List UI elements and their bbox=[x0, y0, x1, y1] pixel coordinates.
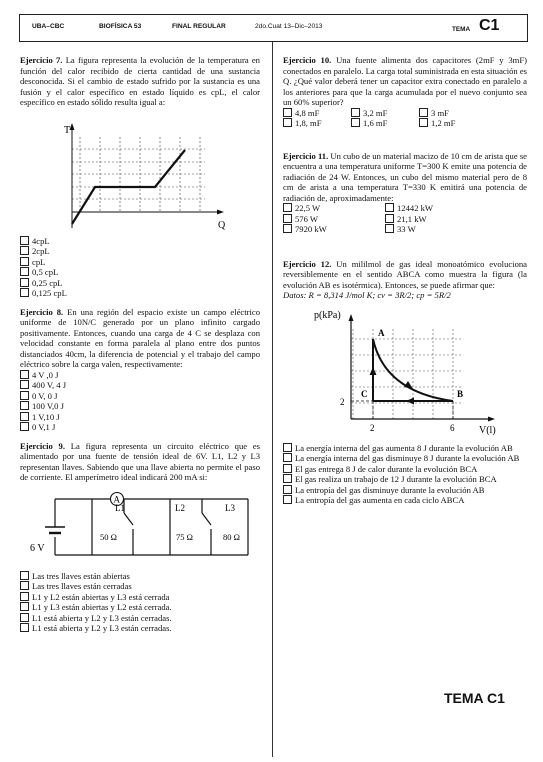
ammeter-label: A bbox=[113, 494, 120, 504]
resistor-1-value: 50 Ω bbox=[100, 531, 117, 542]
p-tick-2: 2 bbox=[340, 396, 345, 407]
t-axis-label: T bbox=[64, 124, 71, 136]
ex11-option-6[interactable]: 33 W bbox=[385, 224, 487, 235]
switch-l3-label: L3 bbox=[225, 502, 235, 513]
exercise-11-options bbox=[283, 203, 527, 235]
ex9-option-6[interactable]: L1 está abierta y L2 y L3 están cerradas. bbox=[20, 623, 260, 634]
right-column bbox=[283, 55, 527, 506]
ex8-option-1[interactable]: 4 V ,0 J bbox=[20, 370, 260, 381]
circuit-diagram bbox=[20, 485, 260, 567]
subject: BIOFÍSICA 53 bbox=[99, 23, 142, 30]
ex7-option-1[interactable]: 4cpL bbox=[20, 236, 260, 247]
switch-l1-label: L1 bbox=[115, 502, 125, 513]
ex7-option-3[interactable]: cpL bbox=[20, 257, 260, 268]
exercise-7 bbox=[20, 55, 260, 108]
ex11-option-3[interactable]: 576 W bbox=[283, 214, 385, 225]
ex10-option-5[interactable]: 1,6 mF bbox=[351, 118, 419, 129]
ex9-option-4[interactable]: L1 y L3 están abiertas y L2 está cerrada. bbox=[20, 602, 260, 613]
ex8-option-3[interactable]: 0 V, 0 J bbox=[20, 391, 260, 402]
exercise-9-title: Ejercicio 9. bbox=[20, 440, 65, 451]
exercise-12-title: Ejercicio 12. bbox=[283, 258, 332, 269]
institution: UBA–CBC bbox=[32, 23, 65, 30]
ex7-option-2[interactable]: 2cpL bbox=[20, 246, 260, 257]
exercise-10-title: Ejercicio 10. bbox=[283, 55, 332, 65]
exercise-12 bbox=[283, 259, 527, 291]
ex12-option-5[interactable]: La entropía del gas disminuye durante la evolución AB bbox=[283, 485, 527, 496]
tema-label: TEMA bbox=[452, 26, 471, 33]
v-tick-6: 6 bbox=[450, 422, 455, 433]
v-axis-label: V(l) bbox=[479, 424, 496, 436]
switch-l2-label: L2 bbox=[175, 502, 185, 513]
v-tick-2: 2 bbox=[370, 422, 375, 433]
ex8-option-2[interactable]: 400 V, 4 J bbox=[20, 380, 260, 391]
ex12-option-2[interactable]: La energía interna del gas disminuye 8 J durante la evolución AB bbox=[283, 453, 527, 464]
exam-header bbox=[19, 14, 528, 42]
exercise-11-title: Ejercicio 11. bbox=[283, 150, 329, 161]
q-axis-label: Q bbox=[218, 219, 226, 230]
exercise-7-options bbox=[20, 236, 260, 299]
ex9-option-1[interactable]: Las tres llaves están abiertas bbox=[20, 571, 260, 582]
ex10-option-6[interactable]: 1,2 mF bbox=[419, 118, 487, 129]
temperature-graph bbox=[20, 112, 260, 230]
ex10-option-3[interactable]: 3 mF bbox=[419, 108, 487, 119]
exercise-10 bbox=[283, 55, 527, 108]
ex10-option-4[interactable]: 1,8, mF bbox=[283, 118, 351, 129]
pv-diagram bbox=[283, 307, 527, 437]
exercise-10-options bbox=[283, 108, 527, 129]
ex10-option-2[interactable]: 3,2 mF bbox=[351, 108, 419, 119]
ex12-option-1[interactable]: La energía interna del gas aumenta 8 J durante la evolución AB bbox=[283, 443, 527, 454]
exercise-8-text: En una región del espacio existe un campo eléctrico uniforme de 10N/C generado por un plano infinito cargado positivamente. Entonces, cuando una carga de 4 C se desplaza con velocidad constante en forma paralela al plano entre dos puntos distanciados 40cm, la diferencia de potencial y el trabajo del campo eléctrico sobre la carga valen, respectivamente: bbox=[20, 306, 260, 369]
resistor-2-value: 75 Ω bbox=[176, 531, 193, 542]
exercise-7-title: Ejercicio 7. bbox=[20, 55, 63, 65]
exercise-9 bbox=[20, 441, 260, 483]
exercise-8-options bbox=[20, 370, 260, 433]
ex8-option-4[interactable]: 100 V,0 J bbox=[20, 401, 260, 412]
footer-tema: TEMA C1 bbox=[444, 690, 505, 706]
exercise-11 bbox=[283, 151, 527, 204]
exercise-8 bbox=[20, 307, 260, 370]
source-voltage: 6 V bbox=[30, 542, 45, 554]
ex7-option-6[interactable]: 0,125 cpL bbox=[20, 288, 260, 299]
exercise-7-text: La figura representa la evolución de la temperatura en función del calor recibido de cierta cantidad de una sustancia desconocida. Si el cambio de estado sufrido por la sustancia es una fusión y el calor específico en estado líquido es cpL, el calor específico en estado sólido resulta igual a: bbox=[20, 55, 260, 107]
ex11-option-5[interactable]: 7920 kW bbox=[283, 224, 385, 235]
ex10-option-1[interactable]: 4,8 mF bbox=[283, 108, 351, 119]
exercise-10-text: Una fuente alimenta dos capacitores (2mF y 3mF) conectados en paralelo. La carga total suministrada en esta situación es Q. ¿Qué valor deberá tener un capacitor extra conectado en paralelo a los anteriores para que la carga acumulada por el nuevo conjunto sea un 60% superior? bbox=[283, 55, 527, 107]
exercise-11-text: Un cubo de un material macizo de 10 cm de arista que se encuentra a una temperatura uniforme T=300 K emite una potencia de radiación de 24 W. Entonces, un cubo del mismo material pero de 8 cm de arista a una temperatura T=330 K emitirá una potencia de radiación de, aproximadamente: bbox=[283, 150, 528, 203]
ex12-option-4[interactable]: El gas realiza un trabajo de 12 J durante la evolución BCA bbox=[283, 474, 527, 485]
exercise-12-options bbox=[283, 443, 527, 506]
point-a-label: A bbox=[378, 327, 385, 338]
p-axis-label: p(kPa) bbox=[314, 309, 341, 321]
ex12-option-6[interactable]: La entropía del gas aumenta en cada ciclo ABCA bbox=[283, 495, 527, 506]
ex8-option-5[interactable]: 1 V,10 J bbox=[20, 412, 260, 423]
exam-type: FINAL REGULAR bbox=[172, 23, 226, 30]
ex9-option-2[interactable]: Las tres llaves están cerradas bbox=[20, 581, 260, 592]
resistor-3-value: 80 Ω bbox=[223, 531, 240, 542]
column-divider bbox=[272, 42, 273, 757]
ex9-option-5[interactable]: L1 está abierta y L2 y L3 están cerradas. bbox=[20, 613, 260, 624]
exercise-9-text: La figura representa un circuito eléctrico que es alimentado por una fuente de tensión ideal de 6V. L1, L2 y L3 representan llaves. Sabiendo que una llave abierta no permite el paso de corriente. El amperímetro ideal indicará 200 mA si: bbox=[20, 440, 260, 482]
ex11-option-4[interactable]: 21,1 kW bbox=[385, 214, 487, 225]
exercise-9-options bbox=[20, 571, 260, 634]
exercise-12-data: Datos: R = 8,314 J/mol K; cv = 3R/2; cp = 5R/2 bbox=[283, 290, 451, 300]
ex11-option-2[interactable]: 12442 kW bbox=[385, 203, 487, 214]
ex9-option-3[interactable]: L1 y L2 están abiertas y L3 está cerrada bbox=[20, 592, 260, 603]
tema-code: C1 bbox=[479, 17, 500, 34]
ex11-option-1[interactable]: 22,5 W bbox=[283, 203, 385, 214]
ex7-option-4[interactable]: 0,5 cpL bbox=[20, 267, 260, 278]
ex8-option-6[interactable]: 0 V,1 J bbox=[20, 422, 260, 433]
exercise-8-title: Ejercicio 8. bbox=[20, 306, 64, 317]
point-b-label: B bbox=[457, 388, 464, 399]
left-column bbox=[20, 55, 260, 634]
point-c-label: C bbox=[361, 388, 368, 399]
exam-date: 2do.Cuat 13–Dic–2013 bbox=[255, 23, 323, 30]
ex12-option-3[interactable]: El gas entrega 8 J de calor durante la evolución BCA bbox=[283, 464, 527, 475]
ex7-option-5[interactable]: 0,25 cpL bbox=[20, 278, 260, 289]
exercise-12-text: Un mililmol de gas ideal monoatómico evoluciona reversiblemente en el sentido ABCA como muestra la figura (la evolución AB es isotérmica). Entonces, se puede afirmar que: bbox=[283, 258, 527, 290]
